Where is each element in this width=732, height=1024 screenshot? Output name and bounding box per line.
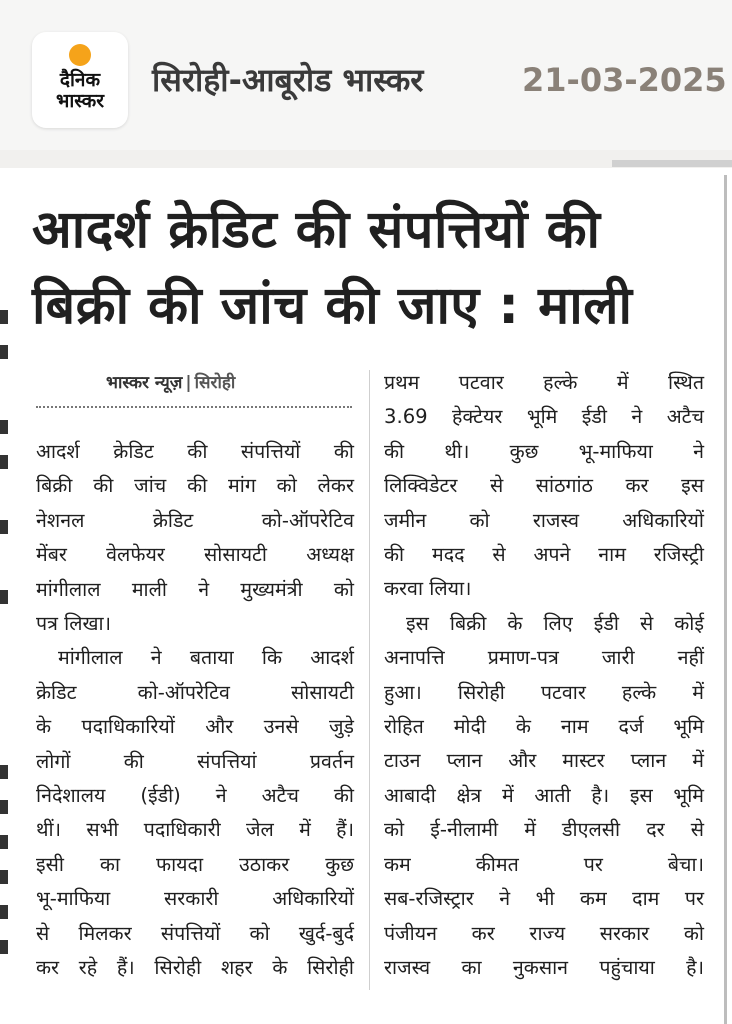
text-line: प्रथम पटवार हल्के में स्थित [384,371,704,394]
text-line: रोहित मोदी के नाम दर्ज भूमि [384,715,704,739]
sun-dot-icon [69,44,91,66]
adjacent-column-fragment [0,310,8,324]
edition-date: 21-03-2025 [522,61,727,99]
text-line: 3.69 हेक्टेयर भूमि ईडी ने अटैच [384,405,704,429]
adjacent-column-fragment [0,420,8,434]
text-line: कर रहे हैं। सिरोही शहर के सिरोही [36,956,354,980]
byline-source: भास्कर न्यूज़ [106,373,183,393]
text-line: मेंबर वेलफेयर सोसायटी अध्यक्ष [36,543,354,567]
text-line: आबादी क्षेत्र में आती है। इस भूमि [384,783,704,807]
adjacent-column-fragment [0,520,8,534]
text-line: मांगीलाल माली ने मुख्यमंत्री को [36,577,354,601]
adjacent-column-fragment [0,345,8,359]
text-line: पत्र लिखा। [36,612,112,636]
text-line: क्रेडिट को-ऑपरेटिव सोसायटी [36,680,354,704]
text-line: हुआ। सिरोही पटवार हल्के में [384,680,704,704]
text-line: मांगीलाल ने बताया कि आदर्श [58,646,354,670]
text-line: लिक्विडेटर से सांठगांठ कर इस [384,474,704,498]
text-line: जमीन को राजस्व अधिकारियों [384,508,704,532]
text-line: पंजीयन कर राज्य सरकार को [384,921,704,945]
text-line: इसी का फायदा उठाकर कुछ [36,852,354,876]
edition-title: सिरोही-आबूरोड भास्कर [152,61,424,99]
text-line: भू-माफिया सरकारी अधिकारियों [36,887,354,911]
text-line: लोगों की संपत्तियां प्रवर्तन [36,749,354,773]
text-line: टाउन प्लान और मास्टर प्लान में [384,749,704,773]
text-line: बिक्री की जांच की मांग को लेकर [36,474,354,498]
article-headline [32,192,702,344]
text-line: के पदाधिकारियों और उनसे जुड़े [36,715,354,739]
byline-place: सिरोही [194,373,236,393]
article-column-2 [384,366,704,985]
text-line: इस बिक्री के लिए ईडी से कोई [406,611,704,635]
logo-text-line1: दैनिक [59,69,101,91]
clipping-top-edge [612,160,732,167]
text-line: करवा लिया। [384,577,472,601]
text-line: आदर्श क्रेडिट की संपत्तियों की [36,440,354,463]
adjacent-column-fragment [0,905,8,919]
article-column-1 [36,435,354,986]
logo-text-line2: भास्कर [55,90,105,112]
text-line: थीं। सभी पदाधिकारी जेल में हैं। [36,818,354,842]
adjacent-column-fragment [0,455,8,469]
text-line: को ई-नीलामी में डीएलसी दर से [384,818,704,842]
app-header [0,0,732,150]
adjacent-column-fragment [0,590,8,604]
clipping-right-edge [724,175,727,1024]
article-byline [106,370,235,396]
text-line: सब-रजिस्ट्रार ने भी कम दाम पर [384,887,704,911]
text-line: की मदद से अपने नाम रजिस्ट्री [384,543,704,567]
adjacent-column-fragment [0,835,8,849]
headline-line: आदर्श क्रेडिट की संपत्तियों की [32,200,601,260]
adjacent-column-fragment [0,800,8,814]
adjacent-column-fragment [0,870,8,884]
adjacent-column-fragment [0,940,8,954]
headline-line: बिक्री की जांच की जाए : माली [32,276,633,336]
text-line: राजस्व का नुकसान पहुंचाया है। [384,955,704,979]
dainik-bhaskar-logo[interactable] [32,32,128,128]
text-line: अनापत्ति प्रमाण-पत्र जारी नहीं [384,646,704,670]
text-line: से मिलकर संपत्तियों को खुर्द-बुर्द [36,921,354,945]
column-divider [369,370,370,990]
text-line: की थी। कुछ भू-माफिया ने [384,439,704,463]
adjacent-column-fragment [0,765,8,779]
text-line: निदेशालय (ईडी) ने अटैच की [36,784,354,808]
text-line: नेशनल क्रेडिट को-ऑपरेटिव [36,508,354,532]
byline-separator: | [185,373,192,393]
text-line: कम कीमत पर बेचा। [384,852,704,876]
byline-dotted-rule [36,406,352,408]
